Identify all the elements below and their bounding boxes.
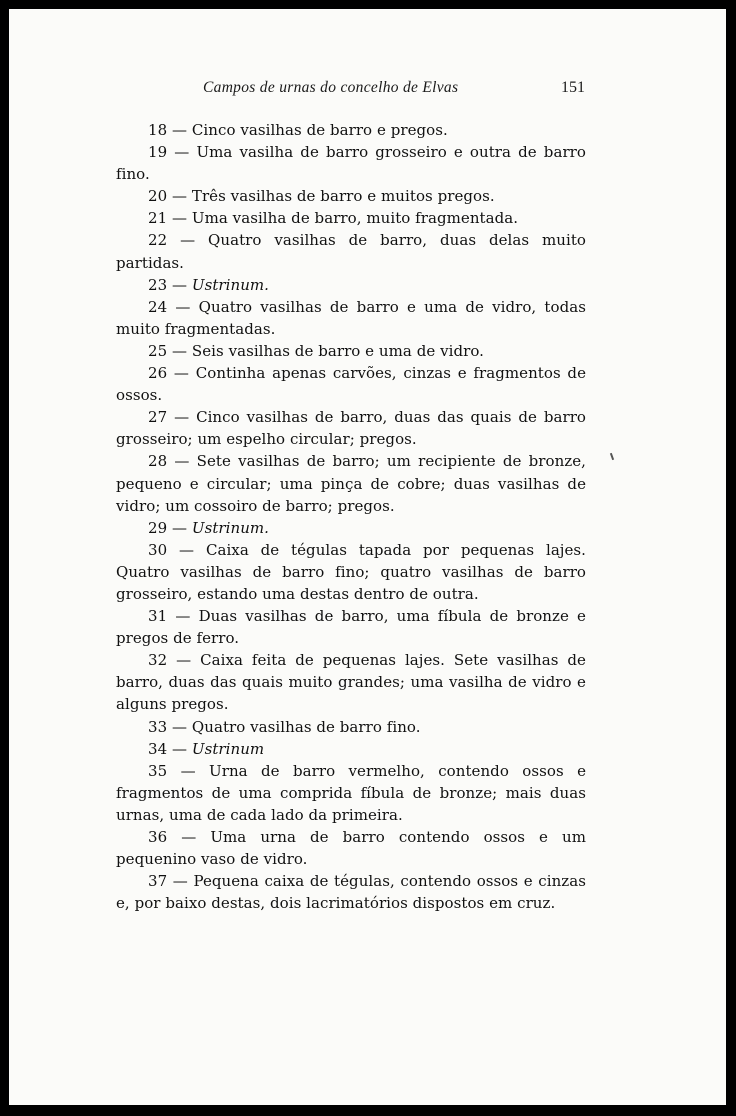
entry-dash: — — [172, 275, 188, 294]
entry-number: 29 — [148, 518, 168, 537]
stray-ink-mark — [610, 453, 614, 460]
entry-text: Uma vasilha de barro, muito fragmentada. — [191, 209, 519, 228]
page-header — [9, 69, 726, 109]
entry-number: 27 — [148, 408, 168, 427]
entry-dash: — — [173, 364, 189, 383]
list-item — [116, 649, 586, 715]
entry-number: 35 — [148, 761, 168, 780]
list-item — [116, 296, 586, 340]
list-item — [116, 406, 586, 450]
page-number: 151 — [561, 79, 585, 96]
entry-text: Seis vasilhas de barro e uma de vidro. — [191, 341, 484, 360]
entry-number: 37 — [148, 872, 168, 891]
entry-text: Urna de barro vermelho, contendo ossos e fragmentos de uma comprida fíbula de bronze; mais duas urnas, uma de cada lado da primeira. — [116, 761, 587, 824]
entry-number: 23 — [148, 275, 168, 294]
entry-dash: — — [172, 121, 188, 139]
entry-dash: — — [172, 209, 188, 228]
entry-text: Caixa de tégulas tapada por pequenas lajes. Quatro vasilhas de barro fino; quatro vasilhas de barro grosseiro, estando uma destas dentro de outra. — [116, 540, 586, 603]
entry-dash: — — [174, 143, 190, 162]
entry-text: Sete vasilhas de barro; um recipiente de bronze, pequeno e circular; uma pinça de cobre; duas vasilhas de vidro; um cossoiro de barro; pregos. — [116, 452, 587, 515]
entry-dash: — — [181, 828, 197, 846]
entry-number: 21 — [148, 209, 168, 228]
entry-dash: — — [172, 518, 188, 537]
entry-list — [116, 119, 586, 914]
running-title: Campos de urnas do concelho de Elvas — [203, 79, 459, 96]
entry-dash: — — [174, 452, 190, 471]
entry-number: 24 — [148, 297, 168, 316]
entry-dash: — — [172, 717, 188, 736]
list-item — [116, 207, 586, 229]
list-item — [116, 870, 586, 914]
list-item — [116, 229, 586, 273]
list-item — [116, 517, 586, 539]
entry-text: Pequena caixa de tégulas, contendo ossos e cinzas e, por baixo destas, dois lacrimatórios dispostos em cruz. — [116, 872, 586, 913]
entry-number: 31 — [148, 607, 168, 626]
entry-number: 18 — [148, 121, 168, 139]
entry-text: Caixa feita de pequenas lajes. Sete vasilhas de barro, duas das quais muito grandes; uma vasilha de vidro e alguns pregos. — [116, 651, 586, 714]
list-item — [116, 340, 586, 362]
entry-text: Duas vasilhas de barro, uma fíbula de bronze e pregos de ferro. — [116, 607, 586, 648]
entry-text: Ustrinum. — [191, 275, 270, 294]
list-item — [116, 141, 586, 185]
entry-text: Quatro vasilhas de barro, duas delas muito partidas. — [116, 231, 586, 272]
entry-number: 26 — [148, 364, 168, 383]
entry-dash: — — [176, 651, 192, 670]
entry-text: Três vasilhas de barro e muitos pregos. — [191, 187, 495, 206]
entry-number: 20 — [148, 187, 168, 206]
entry-number: 33 — [148, 717, 168, 736]
entry-text: Ustrinum — [191, 739, 265, 758]
list-item — [116, 826, 586, 870]
book-page — [9, 9, 726, 1105]
entry-text: Uma vasilha de barro grosseiro e outra de barro fino. — [116, 143, 586, 184]
entry-dash: — — [172, 739, 188, 758]
entry-dash: — — [180, 231, 196, 250]
entry-text: Cinco vasilhas de barro, duas das quais de barro grosseiro; um espelho circular; pregos. — [116, 408, 587, 449]
entry-number: 25 — [148, 341, 168, 360]
list-item — [116, 362, 586, 406]
entry-number: 19 — [148, 143, 168, 162]
entry-dash: — — [172, 341, 188, 360]
entry-dash: — — [172, 187, 188, 206]
entry-text: Quatro vasilhas de barro e uma de vidro, todas muito fragmentadas. — [116, 297, 586, 338]
entry-text: Uma urna de barro contendo ossos e um pequenino vaso de vidro. — [116, 828, 586, 869]
entry-number: 30 — [148, 540, 168, 559]
entry-dash: — — [180, 761, 196, 780]
list-item — [116, 119, 586, 141]
entry-number: 36 — [148, 828, 168, 846]
entry-number: 34 — [148, 739, 168, 758]
entry-number: 22 — [148, 231, 168, 250]
entry-text: Continha apenas carvões, cinzas e fragmentos de ossos. — [116, 364, 586, 405]
entry-dash: — — [179, 540, 195, 559]
list-item — [116, 274, 586, 296]
list-item — [116, 450, 586, 516]
entry-text: Quatro vasilhas de barro fino. — [191, 717, 421, 736]
list-item — [116, 605, 586, 649]
entry-dash: — — [175, 297, 191, 316]
entry-dash: — — [174, 408, 190, 427]
list-item — [116, 539, 586, 605]
list-item — [116, 716, 586, 738]
entry-dash: — — [175, 607, 191, 626]
entry-number: 32 — [148, 651, 168, 670]
list-item — [116, 760, 586, 826]
list-item — [116, 738, 586, 760]
entry-text: Ustrinum. — [191, 518, 270, 537]
list-item — [116, 185, 586, 207]
entry-text: Cinco vasilhas de barro e pregos. — [191, 121, 448, 139]
entry-number: 28 — [148, 452, 168, 471]
entry-dash: — — [172, 872, 188, 891]
